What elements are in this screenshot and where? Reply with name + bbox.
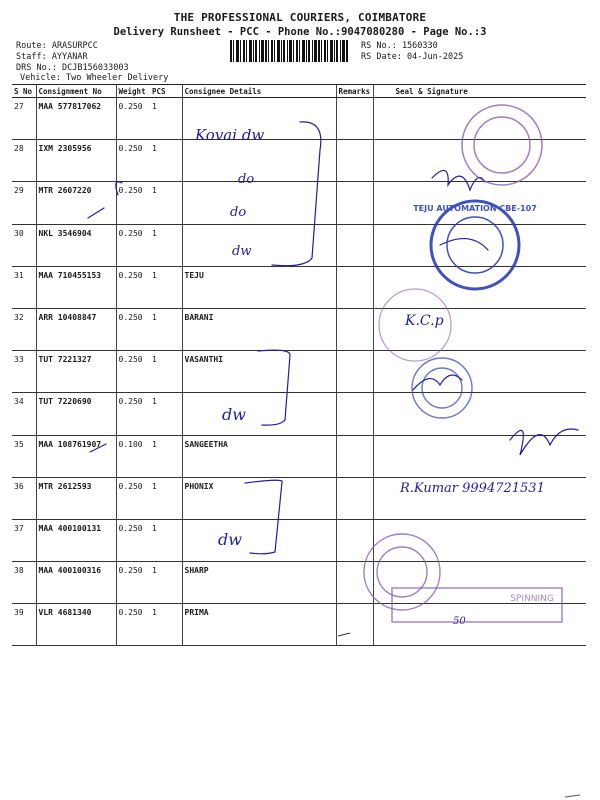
row-consignment-no: MAA 400100316 (36, 562, 116, 604)
row-weight: 0.250 (116, 519, 150, 561)
row-consignee: PRIMA (182, 604, 336, 646)
table-row (12, 435, 586, 477)
row-sno: 28 (12, 140, 36, 182)
row-consignee: BARANI (182, 308, 336, 350)
table-row (12, 562, 586, 604)
document-subtitle: Delivery Runsheet - PCC - Phone No.:9047080280 - Page No.:3 (113, 26, 487, 38)
row-consignment-no: MAA 577817062 (36, 98, 116, 140)
row-signature (373, 351, 586, 393)
row-sno: 35 (12, 435, 36, 477)
row-remarks (336, 477, 373, 519)
row-remarks (336, 308, 373, 350)
row-consignee: TEJU (182, 266, 336, 308)
row-remarks (336, 351, 373, 393)
row-pcs: 1 (150, 266, 182, 308)
row-pcs: 1 (150, 604, 182, 646)
table-row (12, 604, 586, 646)
row-consignee (182, 393, 336, 435)
row-signature (373, 562, 586, 604)
row-remarks (336, 182, 373, 224)
row-signature (373, 224, 586, 266)
table-header-row (12, 85, 586, 98)
row-consignee (182, 182, 336, 224)
row-consignment-no: TUT 7220690 (36, 393, 116, 435)
row-sno: 29 (12, 182, 36, 224)
table-row (12, 351, 586, 393)
row-consignee: SANGEETHA (182, 435, 336, 477)
row-weight: 0.250 (116, 351, 150, 393)
table-row (12, 182, 586, 224)
row-signature (373, 98, 586, 140)
row-signature (373, 182, 586, 224)
row-sno: 27 (12, 98, 36, 140)
table-body (12, 98, 586, 646)
rs-date: RS Date: 04-Jun-2025 (361, 52, 464, 62)
row-pcs: 1 (150, 182, 182, 224)
staff-label: Staff: AYYANAR (16, 52, 88, 62)
row-pcs: 1 (150, 224, 182, 266)
drs-number: DRS No.: DCJB156033003 (16, 63, 129, 73)
runsheet-table (12, 84, 586, 646)
handwritten-text: do (238, 172, 255, 187)
row-remarks (336, 266, 373, 308)
row-pcs: 1 (150, 393, 182, 435)
row-consignment-no: MAA 710455153 (36, 266, 116, 308)
row-pcs: 1 (150, 435, 182, 477)
row-pcs: 1 (150, 351, 182, 393)
ink-stroke-icon (565, 795, 580, 797)
rs-number: RS No.: 1560330 (361, 41, 438, 51)
row-remarks (336, 519, 373, 561)
handwritten-text: Kovai dw (195, 126, 265, 144)
col-header-sno: S No (12, 85, 36, 98)
stamp-text: TEJU AUTOMATION CBE-107 (413, 204, 537, 213)
row-consignee (182, 98, 336, 140)
row-sno: 31 (12, 266, 36, 308)
handwritten-text: K.C.p (405, 313, 444, 329)
row-signature (373, 477, 586, 519)
row-remarks (336, 140, 373, 182)
col-header-consignment: Consignment No (36, 85, 116, 98)
row-weight: 0.250 (116, 182, 150, 224)
handwritten-text: do (230, 205, 247, 220)
table-row (12, 98, 586, 140)
row-signature (373, 519, 586, 561)
row-consignee (182, 224, 336, 266)
row-consignee (182, 140, 336, 182)
row-consignment-no: ARR 10408847 (36, 308, 116, 350)
col-header-consignee: Consignee Details (182, 85, 336, 98)
row-weight: 0.250 (116, 140, 150, 182)
row-weight: 0.250 (116, 562, 150, 604)
row-signature (373, 393, 586, 435)
row-signature (373, 140, 586, 182)
row-consignment-no: TUT 7221327 (36, 351, 116, 393)
row-weight: 0.250 (116, 477, 150, 519)
row-consignment-no: MTR 2607220 (36, 182, 116, 224)
handwritten-text: dw (232, 244, 252, 259)
row-sno: 32 (12, 308, 36, 350)
handwritten-text: dw (218, 530, 242, 549)
table-row (12, 266, 586, 308)
row-pcs: 1 (150, 308, 182, 350)
row-consignment-no: MTR 2612593 (36, 477, 116, 519)
row-consignment-no: IXM 2305956 (36, 140, 116, 182)
row-remarks (336, 224, 373, 266)
row-consignment-no: NKL 3546904 (36, 224, 116, 266)
barcode-icon (230, 40, 348, 62)
row-pcs: 1 (150, 562, 182, 604)
vehicle-label: Vehicle: Two Wheeler Delivery (20, 73, 169, 83)
table-row (12, 477, 586, 519)
row-signature (373, 604, 586, 646)
row-sno: 33 (12, 351, 36, 393)
row-consignee: PHONIX (182, 477, 336, 519)
row-pcs: 1 (150, 519, 182, 561)
table-row (12, 140, 586, 182)
row-consignment-no: MAA 108761907 (36, 435, 116, 477)
row-remarks (336, 98, 373, 140)
col-header-weight: Weight (116, 85, 150, 98)
row-weight: 0.250 (116, 266, 150, 308)
row-consignee: SHARP (182, 562, 336, 604)
row-consignee (182, 519, 336, 561)
document-title: THE PROFESSIONAL COURIERS, COIMBATORE (173, 11, 427, 24)
row-signature (373, 435, 586, 477)
row-remarks (336, 393, 373, 435)
row-pcs: 1 (150, 477, 182, 519)
handwritten-text: dw (222, 405, 246, 424)
row-weight: 0.250 (116, 98, 150, 140)
col-header-remarks: Remarks (336, 85, 373, 98)
table-row (12, 519, 586, 561)
row-weight: 0.250 (116, 224, 150, 266)
route-label: Route: ARASURPCC (16, 41, 98, 51)
stamp-text: SPINNING (510, 594, 554, 604)
row-sno: 38 (12, 562, 36, 604)
row-weight: 0.250 (116, 308, 150, 350)
row-weight: 0.250 (116, 604, 150, 646)
handwritten-text: 50 (453, 616, 466, 627)
row-signature (373, 308, 586, 350)
row-sno: 30 (12, 224, 36, 266)
row-consignment-no: MAA 400100131 (36, 519, 116, 561)
row-consignment-no: VLR 4681340 (36, 604, 116, 646)
table-row (12, 308, 586, 350)
row-weight: 0.250 (116, 393, 150, 435)
row-sno: 34 (12, 393, 36, 435)
row-pcs: 1 (150, 140, 182, 182)
row-remarks (336, 604, 373, 646)
col-header-pcs: PCS (150, 85, 182, 98)
col-header-signature: Seal & Signature (373, 85, 586, 98)
table-row (12, 224, 586, 266)
row-sno: 39 (12, 604, 36, 646)
row-signature (373, 266, 586, 308)
row-sno: 36 (12, 477, 36, 519)
row-weight: 0.100 (116, 435, 150, 477)
table-row (12, 393, 586, 435)
row-pcs: 1 (150, 98, 182, 140)
row-sno: 37 (12, 519, 36, 561)
row-consignee: VASANTHI (182, 351, 336, 393)
row-remarks (336, 562, 373, 604)
handwritten-text: R.Kumar 9994721531 (400, 481, 545, 496)
row-remarks (336, 435, 373, 477)
